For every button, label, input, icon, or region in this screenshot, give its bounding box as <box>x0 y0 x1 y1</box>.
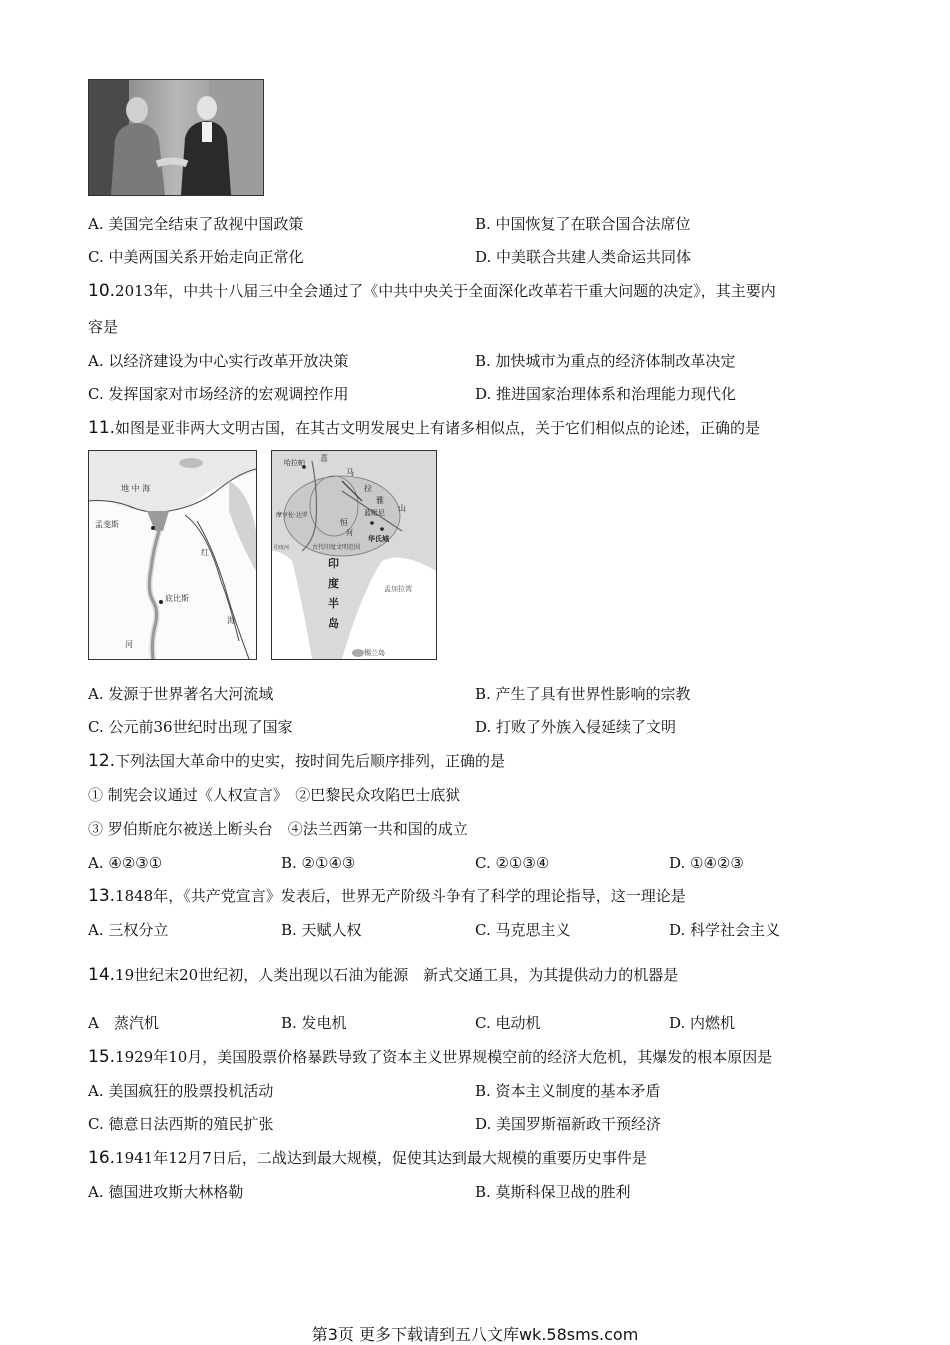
q11-option-b[interactable]: B. 产生了具有世界性影响的宗教 <box>475 685 691 703</box>
map2-ceylon-label: 锡兰岛 <box>364 649 385 657</box>
q14-number: 14. <box>88 965 116 985</box>
map2-himalaya-label: 喜 <box>320 454 328 463</box>
q11-option-d[interactable]: D. 打败了外族入侵延续了文明 <box>475 718 677 736</box>
map2-ganges-label: 恒 <box>340 518 348 527</box>
q12-option-c[interactable]: C. ②①③④ <box>475 854 550 872</box>
q15-number: 15. <box>88 1047 116 1067</box>
q15-option-d[interactable]: D. 美国罗斯福新政干预经济 <box>475 1115 662 1133</box>
map2-lumbini-label: 蓝毗尼 <box>364 509 385 517</box>
map2-shan-label: 山 <box>398 504 406 513</box>
map2-ya-label: 雅 <box>376 496 384 505</box>
q11-option-c[interactable]: C. 公元前36世纪时出现了国家 <box>88 718 293 736</box>
q16-option-b[interactable]: B. 莫斯科保卫战的胜利 <box>475 1183 631 1201</box>
handshake-photo <box>88 79 264 196</box>
map1-memphis-label: 孟斐斯 <box>95 520 119 529</box>
q9-option-c[interactable]: C. 中美两国关系开始走向正常化 <box>88 248 304 266</box>
map2-huashi-label: 华氏城 <box>368 535 389 543</box>
map2-civ-label: 古代印度文明范围 <box>312 544 361 551</box>
q15-stem <box>88 1047 772 1067</box>
map1-red-label: 红 <box>201 548 209 557</box>
q13-number: 13. <box>88 886 116 906</box>
q10-option-d[interactable]: D. 推进国家治理体系和治理能力现代化 <box>475 385 737 403</box>
map2-bengal-label: 孟加拉湾 <box>384 585 412 593</box>
q11-number: 11. <box>88 418 116 438</box>
q15-option-b[interactable]: B. 资本主义制度的基本矛盾 <box>475 1082 661 1100</box>
q12-option-a[interactable]: A. ④②③① <box>88 854 163 872</box>
q13-option-c[interactable]: C. 马克思主义 <box>475 921 571 939</box>
q12-option-b[interactable]: B. ②①④③ <box>281 854 356 872</box>
map2-la-label: 拉 <box>364 484 372 493</box>
map2-mohenjo-label: 摩亨佐·达罗 <box>276 512 308 519</box>
q12-text: 下列法国大革命中的史实，按时间先后顺序排列，正确的是 <box>115 752 506 770</box>
q15-text: 1929年10月，美国股票价格暴跌导致了资本主义世界规模空前的经济大危机，其爆发的根本原因是 <box>115 1048 773 1066</box>
q10-stem-cont: 容是 <box>88 318 119 336</box>
map2-peninsula-char2: 度 <box>328 577 339 590</box>
q10-stem <box>88 281 776 301</box>
map2-peninsula-char4: 岛 <box>328 617 339 630</box>
q14-option-c[interactable]: C. 电动机 <box>475 1014 541 1032</box>
q12-items-1: ① 制宪会议通过《人权宣言》 ②巴黎民众攻陷巴士底狱 <box>88 786 461 804</box>
q10-text: 2013年，中共十八届三中全会通过了《中共中央关于全面深化改革若干重大问题的决定》，其主要内 <box>115 282 776 300</box>
map2-harappa-label: 哈拉帕 <box>284 459 305 467</box>
q15-option-c[interactable]: C. 德意日法西斯的殖民扩张 <box>88 1115 274 1133</box>
map2-river-label: 河 <box>346 529 353 537</box>
map2-ma-label: 马 <box>346 468 354 477</box>
q11-option-a[interactable]: A. 发源于世界著名大河流域 <box>88 685 274 703</box>
q10-option-a[interactable]: A. 以经济建设为中心实行改革开放决策 <box>88 352 349 370</box>
map1-thebes-label: 底比斯 <box>165 594 189 603</box>
q12-items-2: ③ 罗伯斯庇尔被送上断头台 ④法兰西第一共和国的成立 <box>88 820 468 838</box>
map2-indus-label: 印度河 <box>274 545 290 551</box>
q16-stem <box>88 1148 647 1168</box>
q12-stem <box>88 751 505 771</box>
q15-option-a[interactable]: A. 美国疯狂的股票投机活动 <box>88 1082 274 1100</box>
q16-option-a[interactable]: A. 德国进攻斯大林格勒 <box>88 1183 244 1201</box>
q13-text: 1848年，《共产党宣言》发表后，世界无产阶级斗争有了科学的理论指导，这一理论是 <box>115 887 686 905</box>
map1-sea-label: 地 中 海 <box>121 484 151 493</box>
page-footer: 第3页 更多下载请到五八文库wk.58sms.com <box>311 1325 639 1344</box>
egypt-map <box>88 450 257 660</box>
q16-text: 1941年12月7日后，二战达到最大规模，促使其达到最大规模的重要历史事件是 <box>115 1149 647 1167</box>
q14-text: 19世纪末20世纪初，人类出现以石油为能源 新式交通工具，为其提供动力的机器是 <box>115 966 679 984</box>
q9-option-b[interactable]: B. 中国恢复了在联合国合法席位 <box>475 215 691 233</box>
q10-number: 10. <box>88 281 116 301</box>
q14-option-a[interactable]: A 蒸汽机 <box>88 1014 159 1032</box>
india-map <box>271 450 437 660</box>
q12-option-d[interactable]: D. ①④②③ <box>669 854 744 872</box>
q16-number: 16. <box>88 1148 116 1168</box>
q13-option-a[interactable]: A. 三权分立 <box>88 921 169 939</box>
q10-option-b[interactable]: B. 加快城市为重点的经济体制改革决定 <box>475 352 736 370</box>
q9-option-d[interactable]: D. 中美联合共建人类命运共同体 <box>475 248 692 266</box>
q14-stem <box>88 965 678 985</box>
q13-option-d[interactable]: D. 科学社会主义 <box>669 921 781 939</box>
map2-peninsula-char3: 半 <box>328 597 339 610</box>
map1-river-label: 河 <box>125 640 133 649</box>
q11-text: 如图是亚非两大文明古国，在其古文明发展史上有诸多相似点，关于它们相似点的论述，正确的是 <box>115 419 761 437</box>
map1-sea2-label: 海 <box>227 616 235 625</box>
q10-option-c[interactable]: C. 发挥国家对市场经济的宏观调控作用 <box>88 385 349 403</box>
map2-peninsula-char1: 印 <box>328 557 339 570</box>
q11-stem <box>88 418 760 438</box>
q14-option-d[interactable]: D. 内燃机 <box>669 1014 736 1032</box>
q13-option-b[interactable]: B. 天赋人权 <box>281 921 362 939</box>
q12-number: 12. <box>88 751 116 771</box>
q14-option-b[interactable]: B. 发电机 <box>281 1014 347 1032</box>
q13-stem <box>88 886 686 906</box>
q9-option-a[interactable]: A. 美国完全结束了敌视中国政策 <box>88 215 304 233</box>
